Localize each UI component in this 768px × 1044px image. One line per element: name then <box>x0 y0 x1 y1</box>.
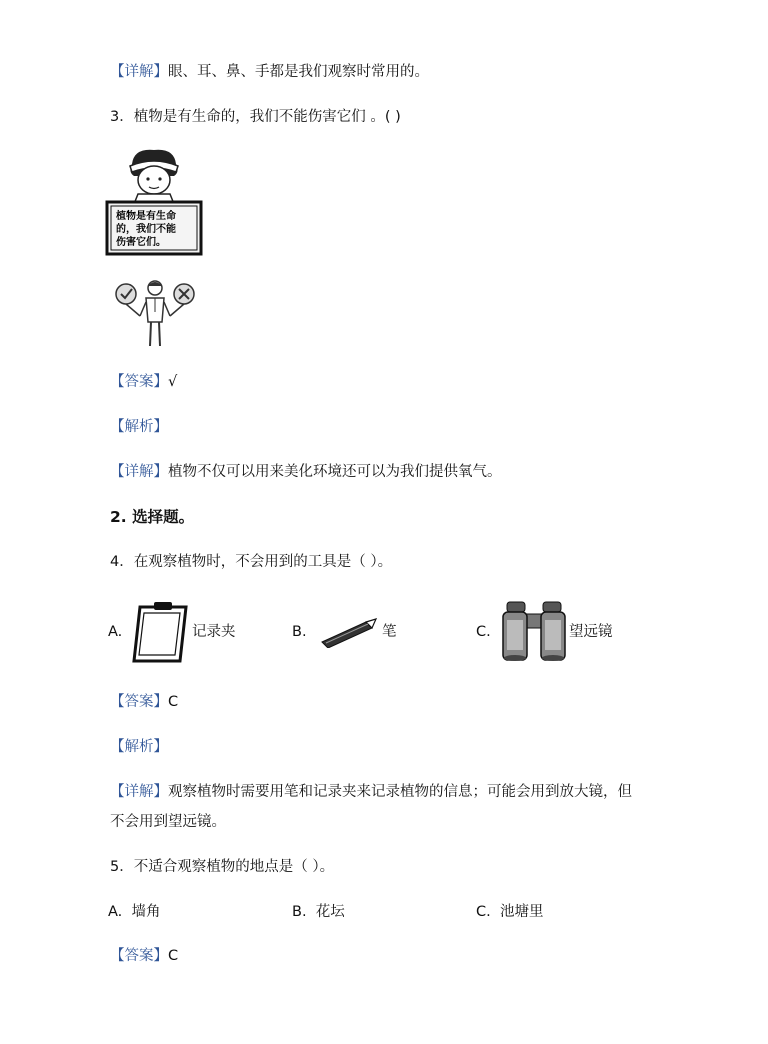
sign-line-2: 的，我们不能 <box>116 224 176 235</box>
answer-tag: 【答案】 <box>110 948 168 964</box>
pen-icon <box>318 616 380 648</box>
detail-line-2 <box>110 62 429 82</box>
detail-4 <box>110 782 632 802</box>
q5-option-a-label: 墙角 <box>131 904 161 920</box>
question-3-text: 3．植物是有生命的，我们不能伤害它们 。( ) <box>110 109 401 125</box>
q5-option-c-letter: C. <box>476 904 491 920</box>
answer-4 <box>110 692 178 712</box>
answer-tag: 【答案】 <box>110 694 168 710</box>
analysis-4 <box>110 737 168 757</box>
detail-tag: 【详解】 <box>110 64 168 80</box>
q5-option-c-label: 池塘里 <box>499 904 544 920</box>
q5-option-b-letter: B. <box>292 904 307 920</box>
q5-option-a <box>108 902 161 922</box>
question-5 <box>110 857 334 877</box>
detail-tag: 【详解】 <box>110 784 168 800</box>
analysis-3 <box>110 417 168 437</box>
answer-5-value: C <box>168 948 179 964</box>
question-3 <box>110 107 401 127</box>
detail-4-continuation: 不会用到望远镜。 <box>110 814 226 830</box>
question-4-text: 4．在观察植物时，不会用到的工具是（ ）。 <box>110 554 393 570</box>
answer-3 <box>110 372 177 392</box>
teacher-sign-illustration <box>104 146 204 256</box>
option-c-letter: C. <box>476 624 491 640</box>
q5-option-b <box>292 902 345 922</box>
detail-3 <box>110 462 502 482</box>
detail-4-text: 观察植物时需要用笔和记录夹来记录植物的信息；可能会用到放大镜，但 <box>168 784 632 800</box>
detail-tag: 【详解】 <box>110 464 168 480</box>
analysis-tag: 【解析】 <box>110 419 168 435</box>
option-a-letter: A. <box>108 624 123 640</box>
answer-4-value: C <box>168 694 179 710</box>
option-c-label: 望远镜 <box>569 624 613 640</box>
q5-option-c <box>476 902 543 922</box>
analysis-tag: 【解析】 <box>110 739 168 755</box>
option-b-label: 笔 <box>382 624 397 640</box>
option-a-label: 记录夹 <box>192 624 236 640</box>
q5-option-b-label: 花坛 <box>315 904 345 920</box>
question-5-text: 5．不适合观察植物的地点是（ ）。 <box>110 859 335 875</box>
section-heading: 2. 选择题。 <box>110 508 195 526</box>
detail-text: 眼、耳、鼻、手都是我们观察时常用的。 <box>168 64 429 80</box>
sign-line-1: 植物是有生命 <box>116 211 176 222</box>
binoculars-icon <box>501 600 567 662</box>
answer-tag: 【答案】 <box>110 374 168 390</box>
answer-3-value: √ <box>168 374 178 390</box>
check-cross-person-illustration <box>112 276 200 350</box>
q5-option-a-letter: A. <box>108 904 123 920</box>
question-4 <box>110 552 392 572</box>
option-b-letter: B. <box>292 624 307 640</box>
sign-line-3: 伤害它们。 <box>116 237 166 248</box>
detail-3-text: 植物不仅可以用来美化环境还可以为我们提供氧气。 <box>168 464 502 480</box>
clipboard-icon <box>130 601 190 665</box>
answer-5 <box>110 946 178 966</box>
